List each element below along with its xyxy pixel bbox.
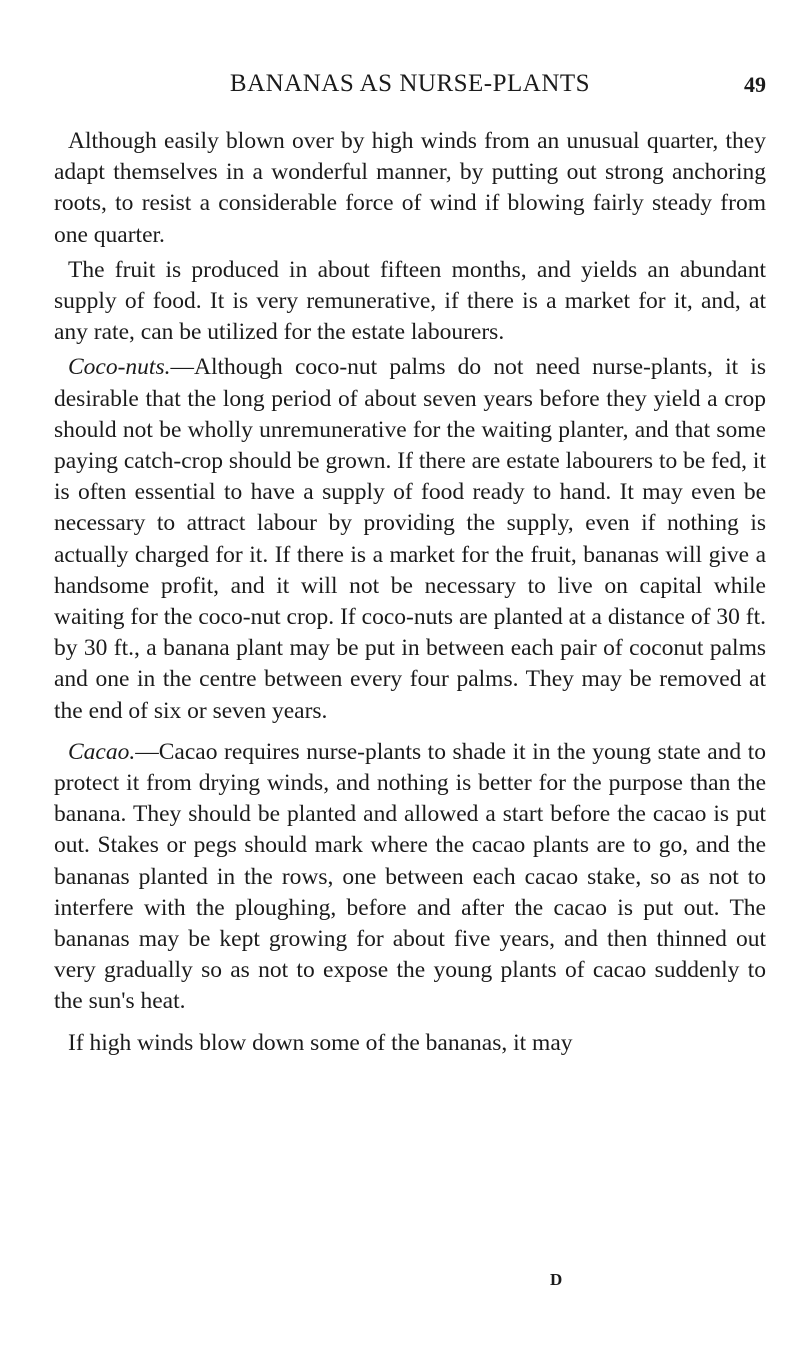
paragraph-cacao xyxy=(54,737,766,1018)
paragraph-text: The fruit is produced in about fifteen months, and yields an abundant supply of food. It is very remunerative, if there is a market for it, and, at any rate, can be utilized for the estate labourers. xyxy=(54,256,766,346)
running-title: BANANAS AS NURSE-PLANTS xyxy=(229,70,591,97)
section-lead-cacao: Cacao. xyxy=(68,738,136,765)
paragraph-text: —Cacao requires nurse-plants to shade it in the young state and to protect it from drying winds, and nothing is better for the purpose than the banana. They should be planted and allowed a start before the cacao is put out. Stakes or pegs should mark where the cacao plants are to go, and the bananas planted in the rows, one between each cacao stake, so as not to interfere with the ploughing, before and after the cacao is put out. The bananas may be kept growing for about five years, and then thinned out very gradually so as not to expose the young plants of cacao suddenly to the sun's heat. xyxy=(54,738,766,1015)
book-page xyxy=(54,70,766,1063)
paragraph-text: Although easily blown over by high winds from an unusual quarter, they adapt themselves in a wonderful manner, by putting out strong anchoring roots, to resist a considerable force of wind if blowing fairly steady from one quarter. xyxy=(54,128,766,248)
paragraph-text: If high winds blow down some of the bananas, it may xyxy=(68,1029,573,1056)
body-text xyxy=(54,126,766,1059)
signature-mark: D xyxy=(550,1270,563,1289)
running-head xyxy=(54,70,766,104)
page-number: 49 xyxy=(744,72,766,97)
paragraph-text: —Although coco-nut palms do not need nurse-plants, it is desirable that the long period of about seven years before they yield a crop should not be wholly unremunerative for the waiting planter, and that some paying catch-crop should be grown. If there are estate labourers to be fed, it is often essential to have a supply of food ready to hand. It may even be necessary to attract labour by providing the supply, even if nothing is actually charged for it. If there is a market for the fruit, bananas will give a handsome profit, and it will not be necessary to live on capital while waiting for the coco-nut crop. If coco-nuts are planted at a distance of 30 ft. by 30 ft., a banana plant may be put in between each pair of coconut palms and one in the centre between every four palms. They may be removed at the end of six or seven years. xyxy=(54,354,766,724)
paragraph-windbreak xyxy=(54,126,766,251)
paragraph-coco-nuts xyxy=(54,352,766,726)
paragraph-high-winds xyxy=(54,1028,766,1059)
section-lead-coco-nuts: Coco-nuts. xyxy=(68,354,171,381)
paragraph-fruit xyxy=(54,255,766,349)
